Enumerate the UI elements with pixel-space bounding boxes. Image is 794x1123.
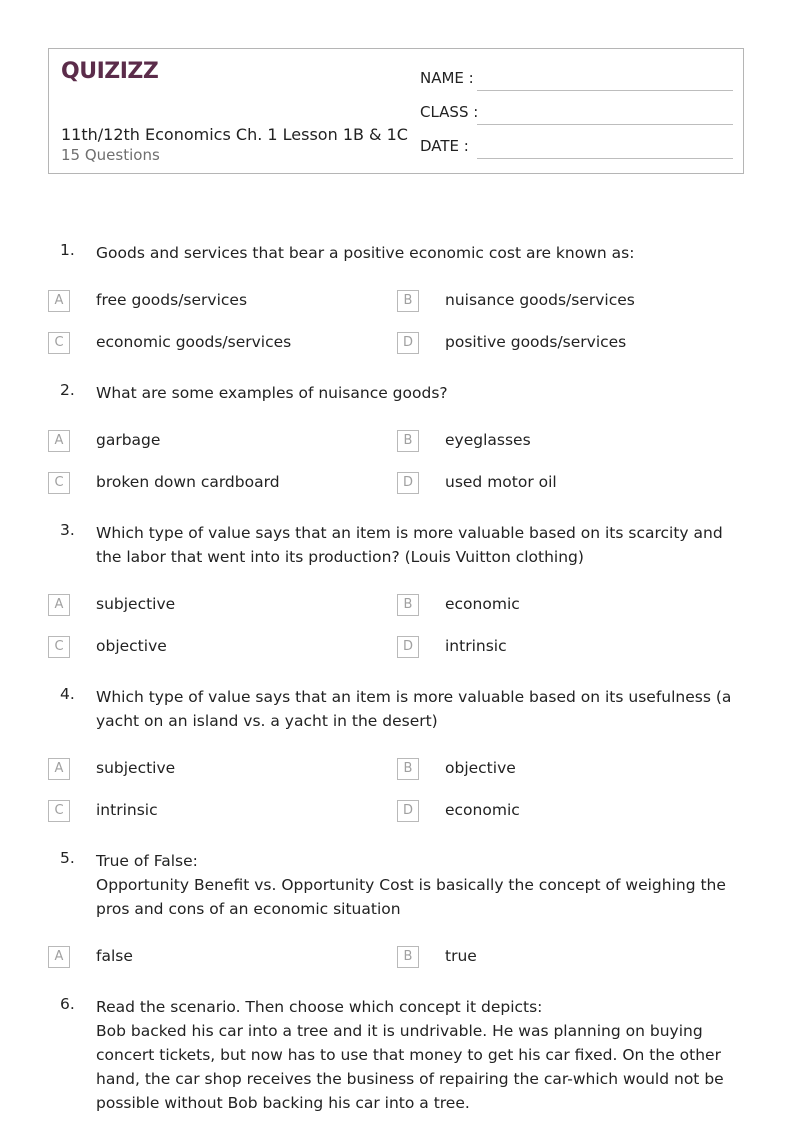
- name-line[interactable]: [477, 90, 733, 91]
- option-text: garbage: [96, 431, 161, 449]
- name-label: NAME :: [420, 69, 474, 87]
- option-text: intrinsic: [96, 801, 158, 819]
- question-text: True of False: Opportunity Benefit vs. Opportunity Cost is basically the concept of weighing the pros and cons of an economic situation: [96, 852, 726, 918]
- option-text: intrinsic: [445, 637, 507, 655]
- option-text: positive goods/services: [445, 333, 627, 351]
- option-letter-box: B: [397, 946, 419, 968]
- option-text: eyeglasses: [445, 431, 531, 449]
- option-letter-box: C: [48, 800, 70, 822]
- date-line[interactable]: [477, 158, 733, 159]
- option-letter-box: C: [48, 472, 70, 494]
- option-letter-box: D: [397, 472, 419, 494]
- question-count: 15 Questions: [61, 146, 160, 164]
- question-number: 1.: [60, 241, 75, 259]
- class-field[interactable]: [420, 101, 733, 125]
- question-text: What are some examples of nuisance goods?: [96, 384, 448, 402]
- option-text: broken down cardboard: [96, 473, 280, 491]
- option-letter-box: B: [397, 594, 419, 616]
- option-text: economic: [445, 801, 520, 819]
- option-letter-box: A: [48, 430, 70, 452]
- question-number: 4.: [60, 685, 75, 703]
- question-text: Read the scenario. Then choose which concept it depicts: Bob backed his car into a tree and it is undrivable. He was planning on buying concert tickets, but now has to use that money to get his car fixed. On the other hand, the car shop receives the business of repairing the car-which would not be possible without Bob backing his car into a tree.: [96, 998, 724, 1112]
- question-number: 6.: [60, 995, 75, 1013]
- option-letter-box: D: [397, 800, 419, 822]
- option-letter-box: B: [397, 758, 419, 780]
- worksheet-title: 11th/12th Economics Ch. 1 Lesson 1B & 1C: [61, 125, 408, 144]
- worksheet-header: [48, 48, 744, 174]
- option-text: objective: [96, 637, 167, 655]
- option-text: subjective: [96, 595, 176, 613]
- quizizz-logo: QUIZIZZ: [61, 59, 159, 84]
- date-label: DATE :: [420, 137, 469, 155]
- question-text: Which type of value says that an item is more valuable based on its scarcity and the labor that went into its production? (Louis Vuitton clothing): [96, 524, 723, 566]
- option-text: nuisance goods/services: [445, 291, 635, 309]
- option-letter-box: A: [48, 290, 70, 312]
- option-text: false: [96, 947, 133, 965]
- question-text: Which type of value says that an item is more valuable based on its usefulness (a yacht on an island vs. a yacht in the desert): [96, 688, 732, 730]
- option-letter-box: A: [48, 594, 70, 616]
- option-letter-box: B: [397, 430, 419, 452]
- option-text: subjective: [96, 759, 176, 777]
- option-text: economic goods/services: [96, 333, 292, 351]
- question-number: 2.: [60, 381, 75, 399]
- class-label: CLASS :: [420, 103, 479, 121]
- option-letter-box: C: [48, 636, 70, 658]
- option-text: economic: [445, 595, 520, 613]
- option-text: true: [445, 947, 477, 965]
- option-letter-box: D: [397, 636, 419, 658]
- option-letter-box: D: [397, 332, 419, 354]
- class-line[interactable]: [477, 124, 733, 125]
- option-text: objective: [445, 759, 516, 777]
- option-text: free goods/services: [96, 291, 248, 309]
- question-number: 3.: [60, 521, 75, 539]
- option-letter-box: C: [48, 332, 70, 354]
- date-field[interactable]: [420, 135, 733, 159]
- name-field[interactable]: [420, 67, 733, 91]
- option-letter-box: B: [397, 290, 419, 312]
- question-text: Goods and services that bear a positive economic cost are known as:: [96, 244, 635, 262]
- option-letter-box: A: [48, 946, 70, 968]
- question-number: 5.: [60, 849, 75, 867]
- option-letter-box: A: [48, 758, 70, 780]
- option-text: used motor oil: [445, 473, 557, 491]
